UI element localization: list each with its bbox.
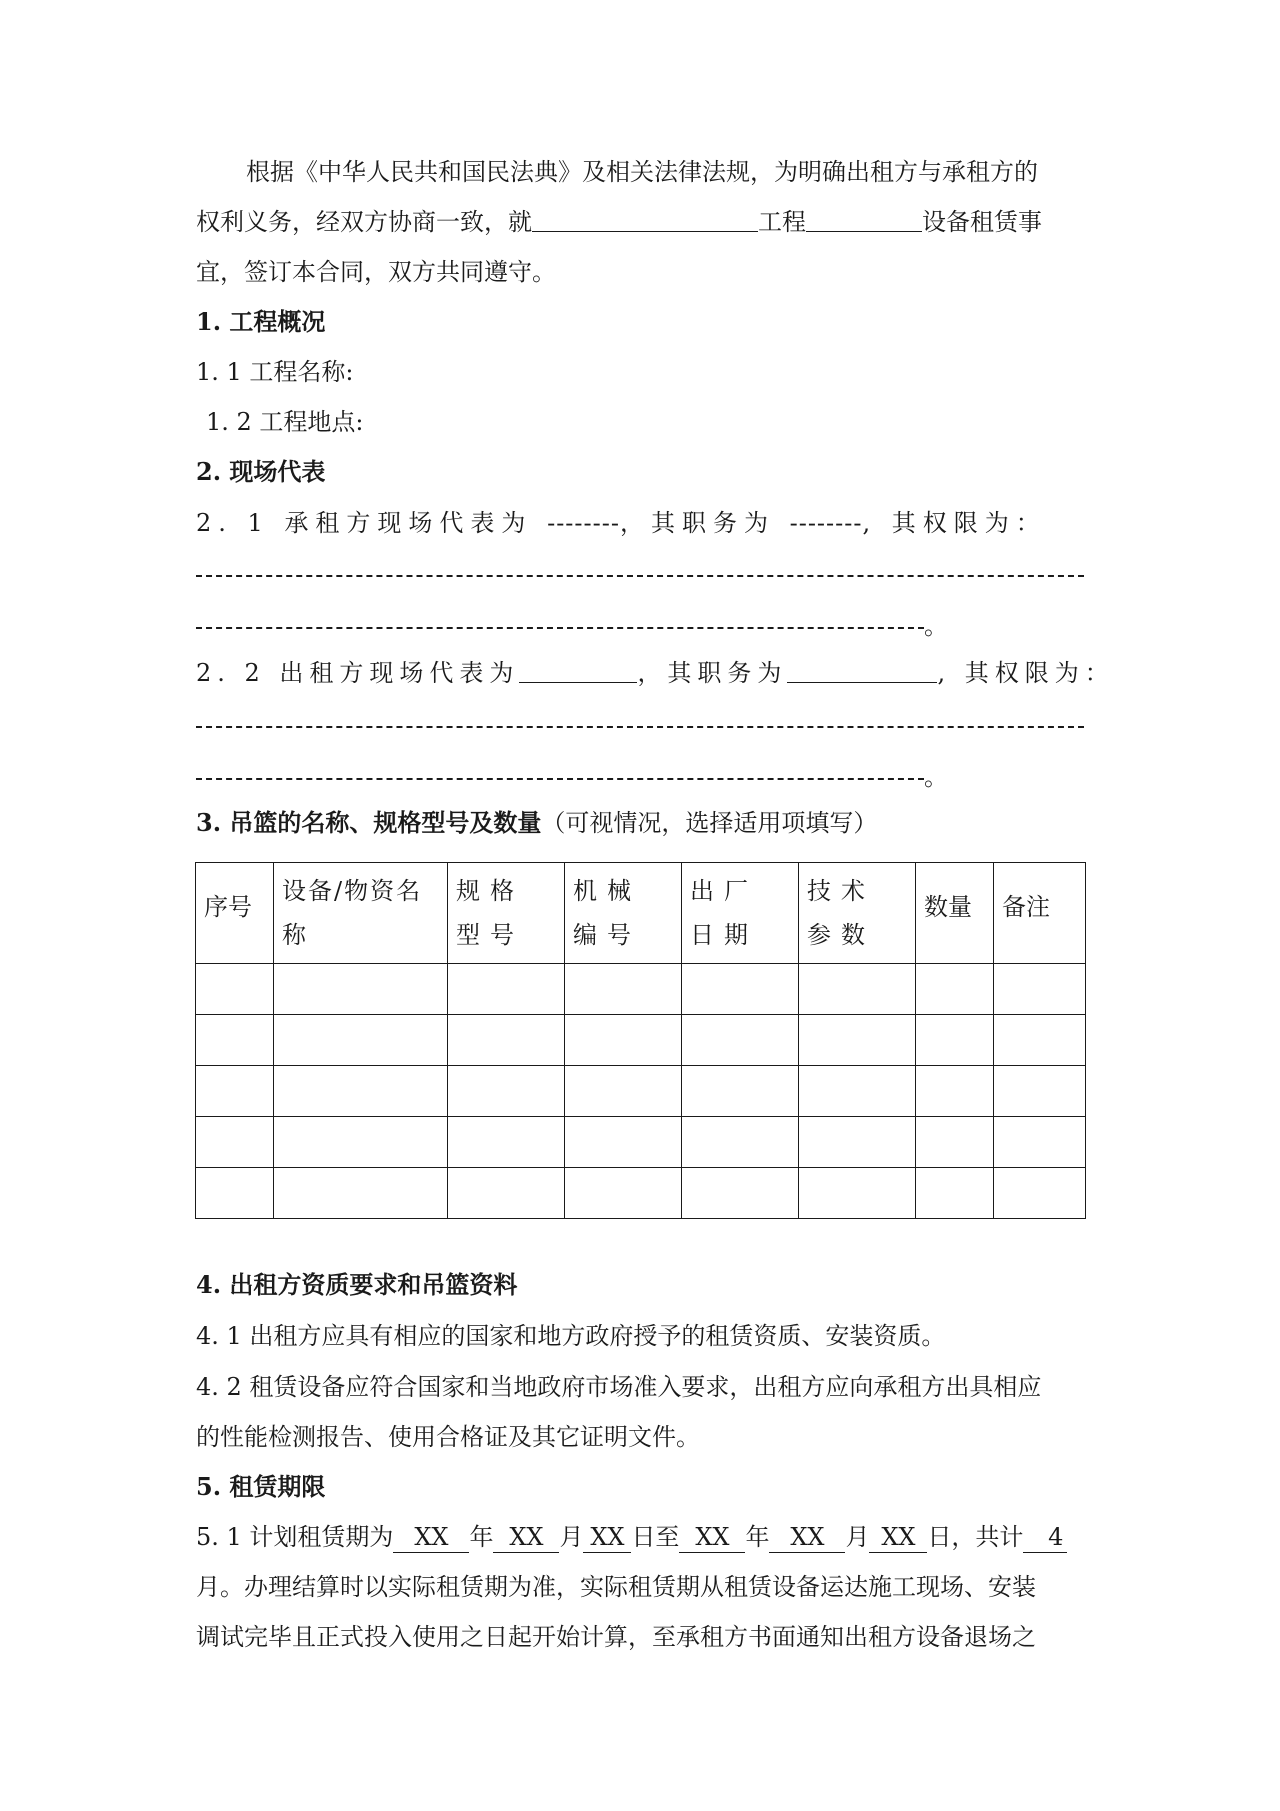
table-cell[interactable] — [448, 1168, 565, 1219]
total-label: 日，共计 — [927, 1523, 1024, 1551]
table-cell[interactable] — [682, 964, 799, 1015]
section-2-item-1 — [196, 508, 1084, 538]
table-cell[interactable] — [916, 1015, 994, 1066]
table-cell[interactable] — [565, 1168, 682, 1219]
table-cell[interactable] — [916, 1117, 994, 1168]
table-cell[interactable] — [994, 1015, 1086, 1066]
lessor-authority-line-1[interactable] — [196, 726, 1084, 728]
section-4-item-2-line-2: 的性能检测报告、使用合格证及其它证明文件。 — [196, 1423, 700, 1451]
preamble-line-2 — [196, 207, 1084, 237]
table-cell[interactable] — [799, 1168, 916, 1219]
end-day-field[interactable]: XX — [869, 1522, 927, 1553]
start-day-field[interactable]: XX — [583, 1522, 631, 1553]
section-5-title: 5. 租赁期限 — [196, 1472, 326, 1501]
start-month-field[interactable]: XX — [493, 1522, 559, 1553]
table-cell[interactable] — [994, 964, 1086, 1015]
header-remarks: 备注 — [994, 863, 1086, 964]
section-1-item-1: 1. 1 工程名称: — [196, 358, 354, 386]
table-cell[interactable] — [274, 1168, 448, 1219]
table-cell[interactable] — [565, 1015, 682, 1066]
table-cell[interactable] — [916, 964, 994, 1015]
item-2-1-tail: 。 — [924, 612, 948, 640]
item-2-1-label: 2. 1 承租方现场代表为 — [196, 509, 533, 537]
table-cell[interactable] — [916, 1066, 994, 1117]
lessor-authority-line-2[interactable] — [196, 778, 924, 780]
table-header-row — [196, 863, 1086, 964]
lessor-rep-blank[interactable] — [519, 660, 637, 683]
lease-period-label: 5. 1 计划租赁期为 — [196, 1523, 394, 1551]
year-label-2: 年 — [745, 1523, 770, 1551]
section-2-title: 2. 现场代表 — [196, 457, 326, 486]
table-cell[interactable] — [274, 1117, 448, 1168]
table-row — [196, 1015, 1086, 1066]
preamble-text-a: 权利义务，经双方协商一致，就 — [196, 208, 532, 236]
item-2-2-mid: ，其职务为 — [637, 659, 788, 687]
preamble-line-3: 宜，签订本合同，双方共同遵守。 — [196, 258, 556, 286]
table-cell[interactable] — [196, 1168, 274, 1219]
table-cell[interactable] — [448, 964, 565, 1015]
table-cell[interactable] — [448, 1015, 565, 1066]
lessee-rep-blank[interactable]: -------- — [547, 509, 620, 537]
table-cell[interactable] — [682, 1117, 799, 1168]
year-label: 年 — [469, 1523, 494, 1551]
table-row — [196, 1117, 1086, 1168]
table-cell[interactable] — [274, 964, 448, 1015]
table-cell[interactable] — [448, 1066, 565, 1117]
table-cell[interactable] — [196, 964, 274, 1015]
total-months-field[interactable]: 4 — [1023, 1522, 1067, 1553]
section-4-item-1: 4. 1 出租方应具有相应的国家和地方政府授予的租赁资质、安装资质。 — [196, 1322, 946, 1350]
end-year-field[interactable]: XX — [679, 1522, 745, 1553]
item-2-2-label: 2. 2 出租方现场代表为 — [196, 659, 520, 687]
section-1-item-2: 1. 2 工程地点: — [206, 408, 364, 436]
table-cell[interactable] — [994, 1117, 1086, 1168]
equipment-blank[interactable] — [806, 209, 922, 232]
table-row — [196, 1066, 1086, 1117]
lessor-position-blank[interactable] — [787, 660, 937, 683]
section-4-title: 4. 出租方资质要求和吊篮资料 — [196, 1270, 518, 1299]
table-cell[interactable] — [274, 1066, 448, 1117]
day-to-label: 日至 — [631, 1523, 680, 1551]
table-cell[interactable] — [196, 1066, 274, 1117]
table-cell[interactable] — [565, 1066, 682, 1117]
table-cell[interactable] — [799, 964, 916, 1015]
table-cell[interactable] — [196, 1117, 274, 1168]
table-cell[interactable] — [799, 1117, 916, 1168]
table-cell[interactable] — [682, 1066, 799, 1117]
header-model: 规格型号 — [448, 863, 565, 964]
table-cell[interactable] — [916, 1168, 994, 1219]
section-3-title: 3. 吊篮的名称、规格型号及数量 — [196, 808, 542, 837]
start-year-field[interactable]: XX — [393, 1522, 469, 1553]
table-row — [196, 1168, 1086, 1219]
section-5-item-1-line-2: 月。办理结算时以实际租赁期为准，实际租赁期从租赁设备运达施工现场、安装 — [196, 1573, 1036, 1601]
table-cell[interactable] — [196, 1015, 274, 1066]
end-month-field[interactable]: XX — [769, 1522, 845, 1553]
section-3-heading — [196, 808, 1084, 838]
equipment-table — [195, 862, 1086, 1219]
preamble-line-1: 根据《中华人民共和国民法典》及相关法律法规，为明确出租方与承租方的 — [246, 158, 1038, 186]
item-2-2-end: , 其权限为： — [937, 659, 1115, 687]
month-label: 月 — [559, 1523, 584, 1551]
lessee-position-blank[interactable]: -------- — [789, 509, 863, 537]
project-name-blank[interactable] — [532, 209, 758, 232]
table-cell[interactable] — [799, 1066, 916, 1117]
table-row — [196, 964, 1086, 1015]
table-cell[interactable] — [565, 964, 682, 1015]
section-2-item-2 — [196, 658, 1115, 688]
table-cell[interactable] — [565, 1117, 682, 1168]
section-3-note: （可视情况，选择适用项填写） — [541, 809, 878, 837]
header-name: 设备/物资名称 — [274, 863, 448, 964]
section-1-title: 1. 工程概况 — [196, 307, 326, 336]
section-5-item-1-line-1 — [196, 1522, 1084, 1553]
table-cell[interactable] — [994, 1066, 1086, 1117]
header-index: 序号 — [196, 863, 274, 964]
lessee-authority-line-2[interactable] — [196, 627, 924, 629]
section-5-item-1-line-3: 调试完毕且正式投入使用之日起开始计算，至承租方书面通知出租方设备退场之 — [196, 1623, 1036, 1651]
section-4-item-2-line-1: 4. 2 租赁设备应符合国家和当地政府市场准入要求，出租方应向承租方出具相应 — [196, 1373, 1042, 1401]
table-cell[interactable] — [682, 1168, 799, 1219]
header-manufacture-date: 出厂日期 — [682, 863, 799, 964]
item-2-1-end: , 其权限为： — [862, 509, 1047, 537]
header-tech-params: 技术参数 — [799, 863, 916, 964]
preamble-text-c: 设备租赁事 — [922, 208, 1042, 236]
item-2-2-tail: 。 — [924, 763, 948, 791]
table-cell[interactable] — [448, 1117, 565, 1168]
month-label-2: 月 — [845, 1523, 870, 1551]
table-cell[interactable] — [274, 1015, 448, 1066]
lessee-authority-line-1[interactable] — [196, 575, 1084, 577]
preamble-text-b: 工程 — [758, 208, 806, 236]
table-cell[interactable] — [799, 1015, 916, 1066]
header-quantity: 数量 — [916, 863, 994, 964]
table-cell[interactable] — [994, 1168, 1086, 1219]
header-machine-no: 机械编号 — [565, 863, 682, 964]
table-cell[interactable] — [682, 1015, 799, 1066]
item-2-1-mid: ，其职务为 — [619, 509, 775, 537]
